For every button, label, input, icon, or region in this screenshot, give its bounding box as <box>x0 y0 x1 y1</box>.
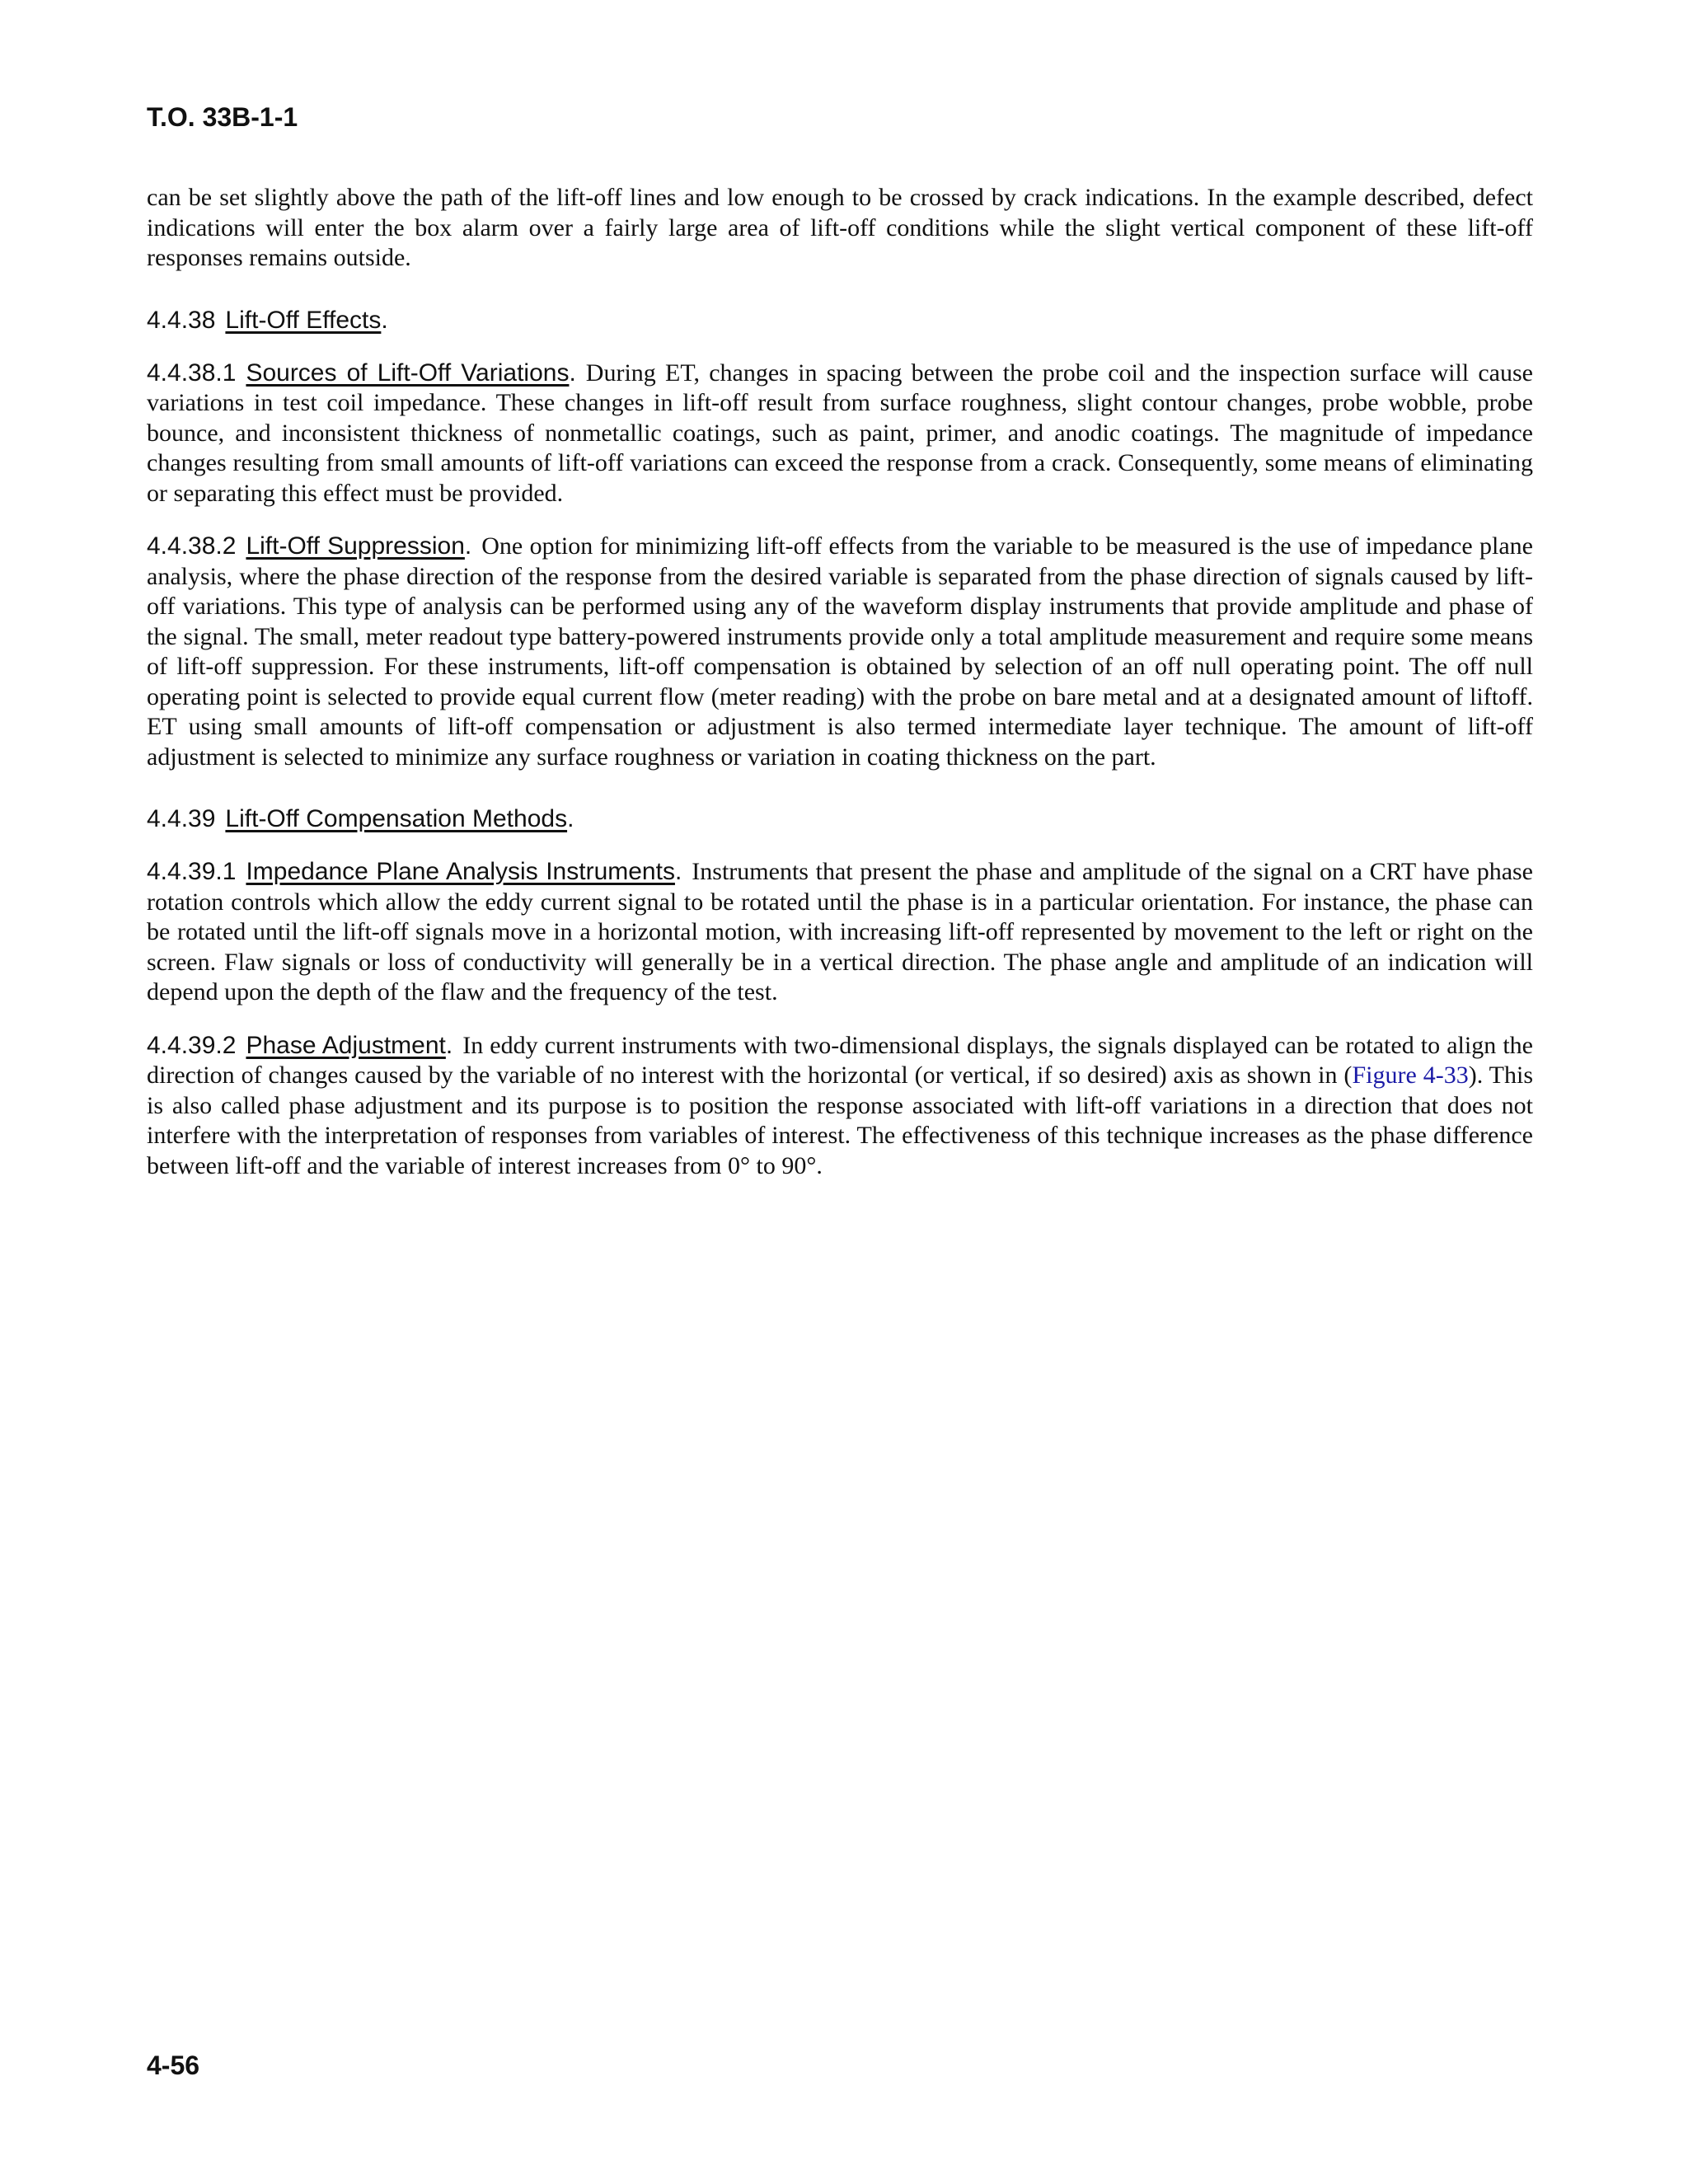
section-title: Lift-Off Effects <box>225 306 382 334</box>
section-title: Sources of Lift-Off Variations <box>246 359 570 387</box>
section-body-after-link: ). This is also called phase adjustment and its purpose is to position the response associated with lift-off variations in a direction that does not interfere with the interpretation of responses from variables of interest. The effectiveness of this technique increases as the phase difference between lift-off and the variable of interest increases from 0° to 90°. <box>147 1062 1533 1179</box>
section-number: 4.4.38.2 <box>147 532 237 560</box>
section-number: 4.4.38 <box>147 306 216 334</box>
section-number: 4.4.39 <box>147 805 216 832</box>
figure-4-33-link[interactable]: Figure 4-33 <box>1352 1062 1469 1089</box>
page-number: 4-56 <box>147 2050 200 2080</box>
section-4-4-38-heading: 4.4.38 Lift-Off Effects. <box>147 306 388 334</box>
intro-paragraph: can be set slightly above the path of the lift-off lines and low enough to be crossed by crack indications. In the example described, defect indications will enter the box alarm over a fairly large area of lift-off conditions while the slight vertical component of these lift-off responses remains outside. <box>147 184 1533 271</box>
section-title: Lift-Off Suppression <box>246 532 465 560</box>
section-number: 4.4.39.1 <box>147 858 237 885</box>
section-title: Phase Adjustment <box>246 1031 446 1059</box>
section-4-4-38-2-paragraph: 4.4.38.2 Lift-Off Suppression. One option for minimizing lift-off effects from the variable to be measured is the use of impedance plane analysis, where the phase direction of the response from the desired variable is separated from the phase direction of signals caused by lift-off variations. This type of analysis can be performed using any of the waveform display instruments that provide amplitude and phase of the signal. The small, meter readout type battery-powered instruments provide only a total amplitude measurement and require some means of lift-off suppression. For these instruments, lift-off compensation is obtained by selection of an off null operating point. The off null operating point is selected to provide equal current flow (meter reading) with the probe on bare metal and at a designated amount of liftoff. ET using small amounts of lift-off compensation or adjustment is also termed intermediate layer technique. The amount of lift-off adjustment is selected to minimize any surface roughness or variation in coating thickness on the part. <box>147 532 1533 771</box>
section-number: 4.4.38.1 <box>147 359 237 387</box>
page-header: T.O. 33B-1-1 <box>147 102 298 132</box>
section-title: Impedance Plane Analysis Instruments <box>246 858 675 885</box>
section-body: During ET, changes in spacing between the probe coil and the inspection surface will cause variations in test coil impedance. These changes in lift-off result from surface roughness, slight contour changes, probe wobble, probe bounce, and inconsistent thickness of nonmetallic coatings, such as paint, primer, and anodic coatings. The magnitude of impedance changes resulting from small amounts of lift-off variations can exceed the response from a crack. Consequently, some means of eliminating or separating this effect must be provided. <box>147 359 1533 507</box>
section-body: Instruments that present the phase and amplitude of the signal on a CRT have phase rotation controls which allow the eddy current signal to be rotated until the phase is in a particular orientation. For instance, the phase can be rotated until the lift-off signals move in a horizontal motion, with increasing lift-off represented by movement to the left or right on the screen. Flaw signals or loss of conductivity will generally be in a vertical direction. The phase angle and amplitude of an indication will depend upon the depth of the flaw and the frequency of the test. <box>147 858 1533 1005</box>
section-number: 4.4.39.2 <box>147 1031 237 1059</box>
section-4-4-39-heading: 4.4.39 Lift-Off Compensation Methods. <box>147 805 574 832</box>
section-body-before-link: In eddy current instruments with two-dimensional displays, the signals displayed can be rotated to align the direction of changes caused by the variable of no interest with the horizontal (or vertical, if so desired) axis as shown in ( <box>147 1031 1533 1089</box>
page-content <box>147 183 1533 1181</box>
section-4-4-38-1-paragraph: 4.4.38.1 Sources of Lift-Off Variations. During ET, changes in spacing between the probe coil and the inspection surface will cause variations in test coil impedance. These changes in lift-off result from surface roughness, slight contour changes, probe wobble, probe bounce, and inconsistent thickness of nonmetallic coatings, such as paint, primer, and anodic coatings. The magnitude of impedance changes resulting from small amounts of lift-off variations can exceed the response from a crack. Consequently, some means of eliminating or separating this effect must be provided. <box>147 359 1533 507</box>
section-body: One option for minimizing lift-off effects from the variable to be measured is the use of impedance plane analysis, where the phase direction of the response from the desired variable is separated from the phase direction of signals caused by lift-off variations. This type of analysis can be performed using any of the waveform display instruments that provide amplitude and phase of the signal. The small, meter readout type battery-powered instruments provide only a total amplitude measurement and require some means of lift-off suppression. For these instruments, lift-off compensation is obtained by selection of an off null operating point. The off null operating point is selected to provide equal current flow (meter reading) with the probe on bare metal and at a designated amount of liftoff. ET using small amounts of lift-off compensation or adjustment is also termed intermediate layer technique. The amount of lift-off adjustment is selected to minimize any surface roughness or variation in coating thickness on the part. <box>147 532 1533 771</box>
section-title: Lift-Off Compensation Methods <box>225 805 568 832</box>
section-4-4-39-1-paragraph: 4.4.39.1 Impedance Plane Analysis Instruments. Instruments that present the phase and amplitude of the signal on a CRT have phase rotation controls which allow the eddy current signal to be rotated until the phase is in a particular orientation. For instance, the phase can be rotated until the lift-off signals move in a horizontal motion, with increasing lift-off represented by movement to the left or right on the screen. Flaw signals or loss of conductivity will generally be in a vertical direction. The phase angle and amplitude of an indication will depend upon the depth of the flaw and the frequency of the test. <box>147 858 1533 1005</box>
section-4-4-39-2-paragraph: 4.4.39.2 Phase Adjustment. In eddy current instruments with two-dimensional displays, the signals displayed can be rotated to align the direction of changes caused by the variable of no interest with the horizontal (or vertical, if so desired) axis as shown in (Figure 4-33). This is also called phase adjustment and its purpose is to position the response associated with lift-off variations in a direction that does not interfere with the interpretation of responses from variables of interest. The effectiveness of this technique increases as the phase difference between lift-off and the variable of interest increases from 0° to 90°. <box>147 1031 1533 1179</box>
